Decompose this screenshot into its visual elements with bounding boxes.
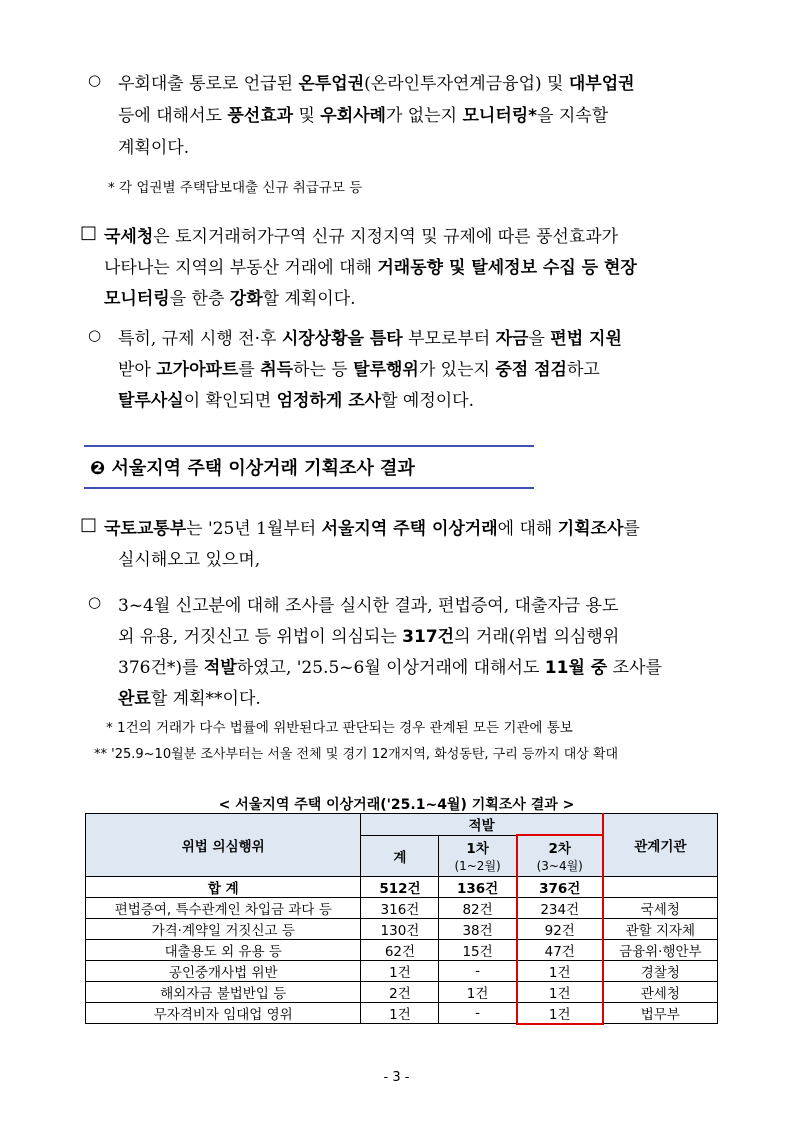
section-header [84,445,534,489]
p5-line3: 376건*)를 적발하였고, '25.5~6월 이상거래에 대해서도 11월 중 조사를 [118,658,662,678]
p3-line1: 특히, 규제 시행 전·후 시장상황을 틈타 부모로부터 자금을 편법 지원 [118,329,622,349]
table-row: 무자격비자 임대업 영위 1건 - 1건 법무부 [86,1002,718,1024]
header-second: 2차 (3~4월) [517,835,603,876]
page-number: - 3 - [383,1070,410,1085]
table-title: < 서울지역 주택 이상거래('25.1~4월) 기획조사 결과 > [218,797,575,813]
table-row: 편법증여, 특수관계인 차입금 과다 등 316건 82건 234건 국세청 [86,897,718,918]
table-row: 가격·계약일 거짓신고 등 130건 38건 92건 관할 지자체 [86,918,718,939]
p4-line2: 실시해오고 있으며, [118,550,261,570]
p5-line1: 3~4월 신고분에 대해 조사를 실시한 결과, 편법증여, 대출자금 용도 [118,596,619,616]
table-row: 합 계 512건 136건 376건 [86,876,718,897]
circle-bullet: ○ [88,71,102,89]
p5-line4: 완료할 계획**이다. [118,689,261,709]
header-total: 계 [361,835,439,876]
p5-line2: 외 유용, 거짓신고 등 위법이 의심되는 317건의 거래(위법 의심행위 [118,627,620,647]
p2-line3: 모니터링을 한층 강화할 계획이다. [104,289,356,309]
p1-line2: 등에 대해서도 풍선효과 및 우회사례가 없는지 모니터링*을 지속할 [118,106,609,126]
square-bullet: □ [80,514,98,535]
header-agency: 관계기관 [603,814,718,877]
header-violation: 위법 의심행위 [86,814,361,877]
table-row: 해외자금 불법반입 등 2건 1건 1건 관세청 [86,981,718,1002]
header-detected: 적발 [361,814,603,836]
results-table [85,813,718,1025]
p1-line1: 우회대출 통로로 언급된 온투업권(온라인투자연계금융업) 및 대부업권 [118,74,635,94]
p3-line3: 탈루사실이 확인되면 엄정하게 조사할 예정이다. [118,391,474,411]
p1-line3: 계획이다. [118,138,190,158]
circle-bullet: ○ [88,593,102,611]
p2-line1: 국세청은 토지거래허가구역 신규 지정지역 및 규제에 따른 풍선효과가 [104,227,619,247]
section-title: ❷ 서울지역 주택 이상거래 기획조사 결과 [90,458,415,479]
circle-bullet: ○ [88,326,102,344]
table-row: 대출용도 외 유용 등 62건 15건 47건 금융위·행안부 [86,939,718,960]
p2-line2: 나타나는 지역의 부동산 거래에 대해 거래동향 및 탈세정보 수집 등 현장 [104,258,637,278]
table-row: 공인중개사법 위반 1건 - 1건 경찰청 [86,960,718,981]
square-bullet: □ [80,222,98,243]
header-first: 1차 (1~2월) [439,835,517,876]
p5-footnote2: ** '25.9~10월분 조사부터는 서울 전체 및 경기 12개지역, 화성동탄, 구리 등까지 대상 확대 [94,747,619,762]
p4-line1: 국토교통부는 '25년 1월부터 서울지역 주택 이상거래에 대해 기획조사를 [104,519,640,539]
p3-line2: 받아 고가아파트를 취득하는 등 탈루행위가 있는지 중점 점검하고 [118,360,600,380]
p5-footnote1: * 1건의 거래가 다수 법률에 위반된다고 판단되는 경우 관계된 모든 기관에 통보 [106,720,573,736]
p1-footnote: * 각 업권별 주택담보대출 신규 취급규모 등 [108,180,363,196]
